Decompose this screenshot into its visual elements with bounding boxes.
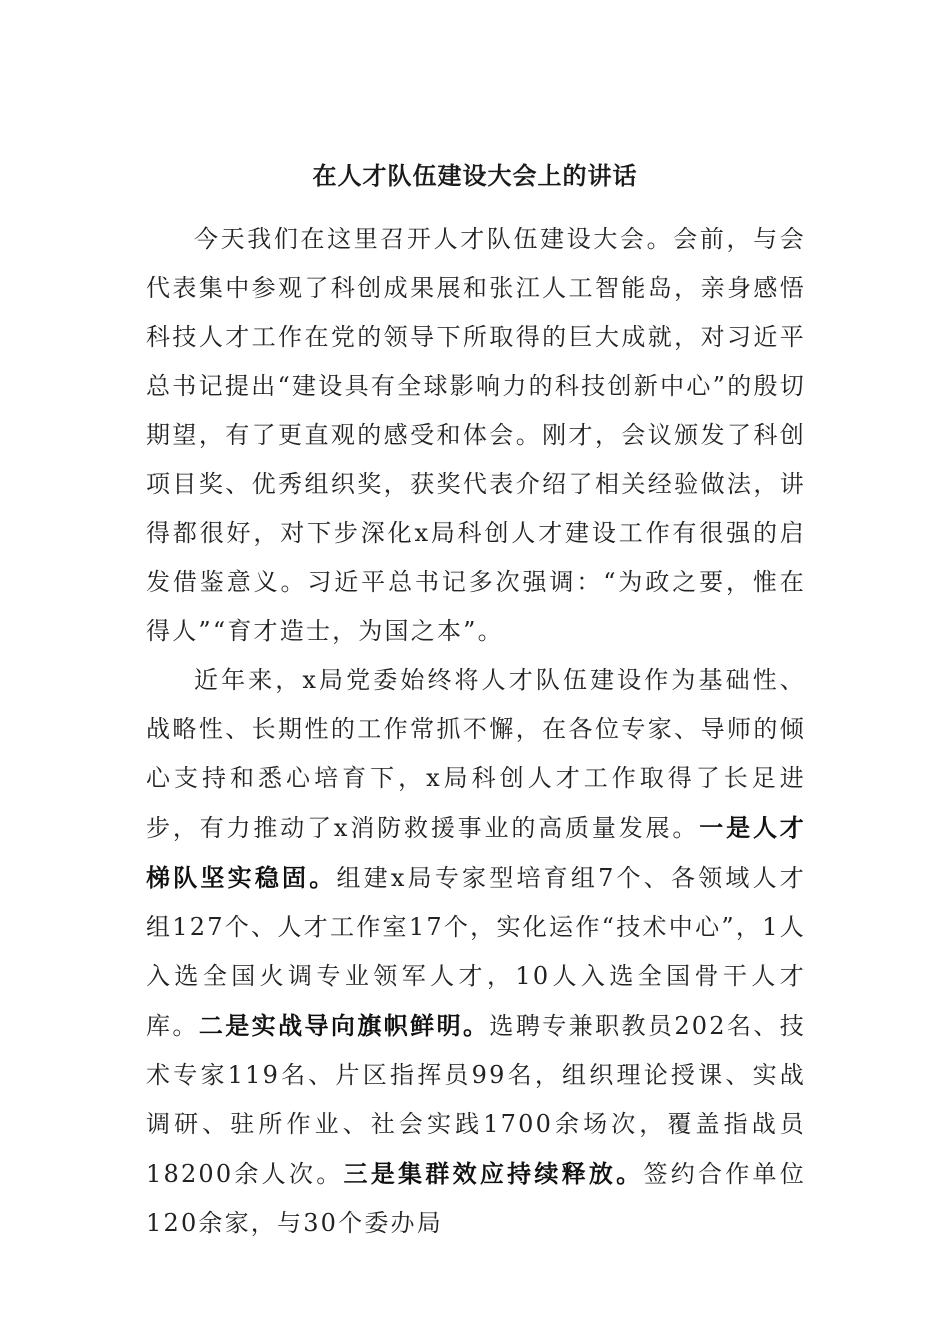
- paragraph-opening: 今天我们在这里召开人才队伍建设大会。会前，与会代表集中参观了科创成果展和张江人工智能岛，亲身感悟科技人才工作在党的领导下所取得的巨大成就，对习近平总书记提出“建设具有全球影响力的科技创新中心”的殷切期望，有了更直观的感受和体会。刚才，会议颁发了科创项目奖、优秀组织奖，获奖代表介绍了相关经验做法，讲得都很好，对下步深化x局科创人才建设工作有很强的启发借鉴意义。习近平总书记多次强调：“为政之要，惟在得人”“育才造士，为国之本”。: [146, 225, 806, 645]
- point-text-cluster-effect: 签约合作单位120余家，与30个委办局: [146, 1160, 806, 1237]
- point-heading-cluster-effect: 三是集群效应持续释放。: [343, 1159, 644, 1188]
- point-text-combat-orientation: 选聘专兼职教员202名、技术专家119名、片区指挥员99名，组织理论授课、实战调研、驻所作业、社会实践1700余场次，覆盖指战员18200余人次。: [146, 1012, 806, 1188]
- paragraph-achievements: [146, 656, 806, 1248]
- paragraph-intro: 近年来，x局党委始终将人才队伍建设作为基础性、战略性、长期性的工作常抓不懈，在各位专家、导师的倾心支持和悉心培育下，x局科创人才工作取得了长足进步，有力推动了x消防救援事业的高质量发展。: [146, 666, 806, 842]
- page-title: 在人才队伍建设大会上的讲话: [312, 161, 638, 190]
- point-text-talent-echelon: 组建x局专家型培育组7个、各领域人才组127个、人才工作室17个，实化运作“技术中心”，1人入选全国火调专业领军人才，10人入选全国骨干人才库。: [146, 864, 807, 1040]
- point-heading-talent-echelon: 一是人才梯队坚实稳固。: [146, 813, 806, 892]
- document-body: [146, 215, 806, 1248]
- point-heading-combat-orientation: 二是实战导向旗帜鲜明。: [198, 1011, 490, 1040]
